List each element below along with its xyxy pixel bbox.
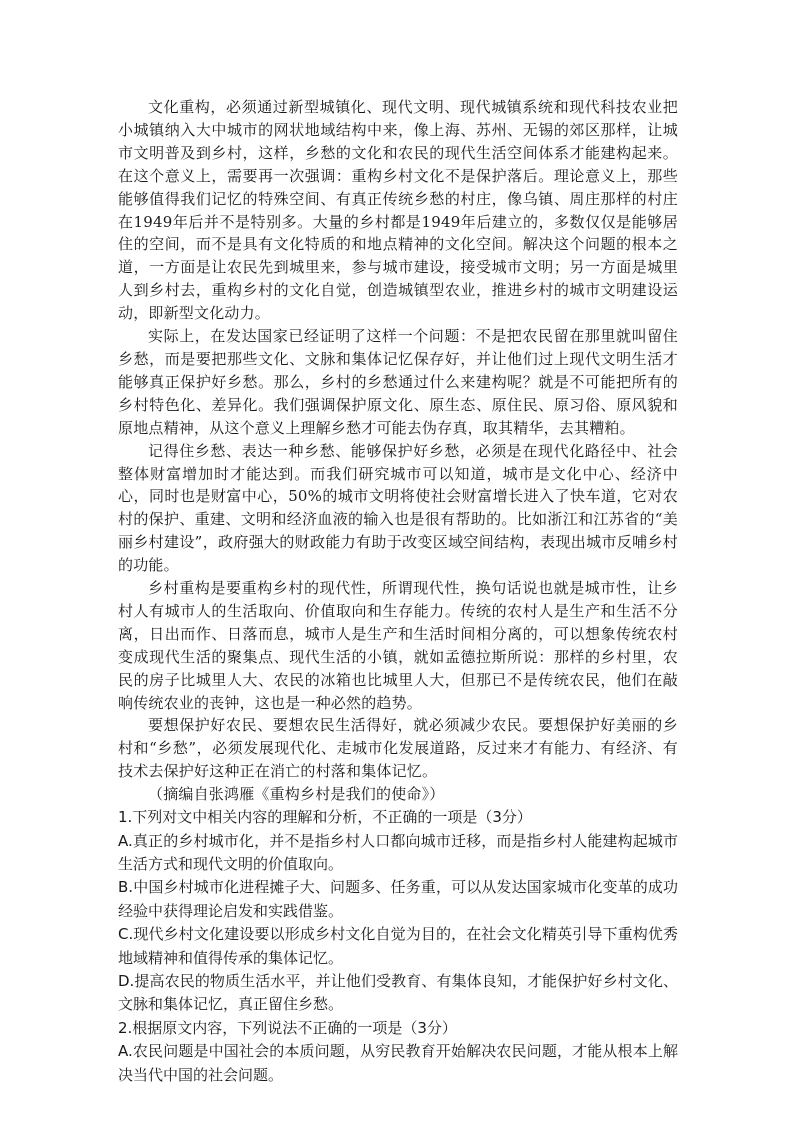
option-a: A.真正的乡村城市化，并不是指乡村人口都向城市迁移，而是指乡村人能建构起城市生活方式和现代文明的价值取向。 [118,831,678,873]
option-b: B.中国乡村城市化进程摊子大、问题多、任务重，可以从发达国家城市化变革的成功经验中获得理论启发和实践借鉴。 [118,878,678,920]
passage-paragraph-4: 乡村重构是要重构乡村的现代性，所谓现代性，换句话说也就是城市性，让乡村人有城市人的生活取向、价值取向和生存能力。传统的农村人是生产和生活不分离，日出而作、日落而息，城市人是生产和生活时间相分离的，可以想象传统农村变成现代生活的聚集点、现代生活的小镇，就如孟德拉斯所说：那样的乡村里，农民的房子比城里人大、农民的冰箱也比城里人大，但那已不是传统农民，他们在敲响传统农业的丧钟，这也是一种必然的趋势。 [118,579,678,712]
question-list [118,806,678,1087]
option-c: C.现代乡村文化建设要以形成乡村文化自觉为目的，在社会文化精英引导下重构优秀地域精神和值得传承的集体记忆。 [118,925,678,967]
question-2 [118,1017,678,1087]
passage-paragraph-1: 文化重构，必须通过新型城镇化、现代文明、现代城镇系统和现代科技农业把小城镇纳入大中城市的网状地域结构中来，像上海、苏州、无锡的郊区那样，让城市文明普及到乡村，这样，乡愁的文化和农民的现代生活空间体系才能建构起来。在这个意义上，需要再一次强调：重构乡村文化不是保护落后。理论意义上，那些能够值得我们记忆的特殊空间、有真正传统乡愁的村庄，像乌镇、周庄那样的村庄在1949年后并不是特别多。大量的乡村都是1949年后建立的，多数仅仅是能够居住的空间，而不是具有文化特质的和地点精神的文化空间。解决这个问题的根本之道，一方面是让农民先到城里来，参与城市建设，接受城市文明；另一方面是城里人到乡村去，重构乡村的文化自觉，创造城镇型农业，推进乡村的城市文明建设运动，即新型文化动力。 [118,98,678,323]
passage-paragraph-3: 记得住乡愁、表达一种乡愁、能够保护好乡愁，必须是在现代化路径中、社会整体财富增加时才能达到。而我们研究城市可以知道，城市是文化中心、经济中心，同时也是财富中心，50%的城市文明将使社会财富增长进入了快车道，它对农村的保护、重建、文明和经济血液的输入也是很有帮助的。比如浙江和江苏省的“美丽乡村建设”，政府强大的财政能力有助于改变区域空间结构，表现出城市反哺乡村的功能。 [118,441,678,575]
question-stem: 2.根据原文内容，下列说法不正确的一项是（3分） [118,1018,457,1037]
reading-passage [118,96,678,806]
question-1 [118,806,678,1017]
question-stem: 1.下列对文中相关内容的理解和分析，不正确的一项是（3分） [118,808,532,827]
passage-paragraph-5: 要想保护好农民、要想农民生活得好，就必须减少农民。要想保护好美丽的乡村和“乡愁”，必须发展现代化、走城市化发展道路，反过来才有能力、有经济、有技术去保护好这种正在消亡的村落和集体记忆。 [118,716,678,781]
option-a: A.农民问题是中国社会的本质问题，从穷民教育开始解决农民问题，才能从根本上解决当代中国的社会问题。 [118,1042,678,1084]
option-d: D.提高农民的物质生活水平，并让他们受教育、有集体良知，才能保护好乡村文化、文脉和集体记忆，真正留住乡愁。 [118,971,678,1014]
passage-paragraph-2: 实际上，在发达国家已经证明了这样一个问题：不是把农民留在那里就叫留住乡愁，而是要把那些文化、文脉和集体记忆保存好，并让他们过上现代文明生活才能够真正保护好乡愁。那么，乡村的乡愁通过什么来建构呢？就是不可能把所有的乡村特色化、差异化。我们强调保护原文化、原生态、原住民、原习俗、原风貌和原地点精神，从这个意义上理解乡愁才可能去伪存真，取其精华，去其糟粕。 [118,327,678,437]
exam-page [118,96,678,1087]
passage-source: （摘编自张鸿雁《重构乡村是我们的使命》） [148,785,445,804]
